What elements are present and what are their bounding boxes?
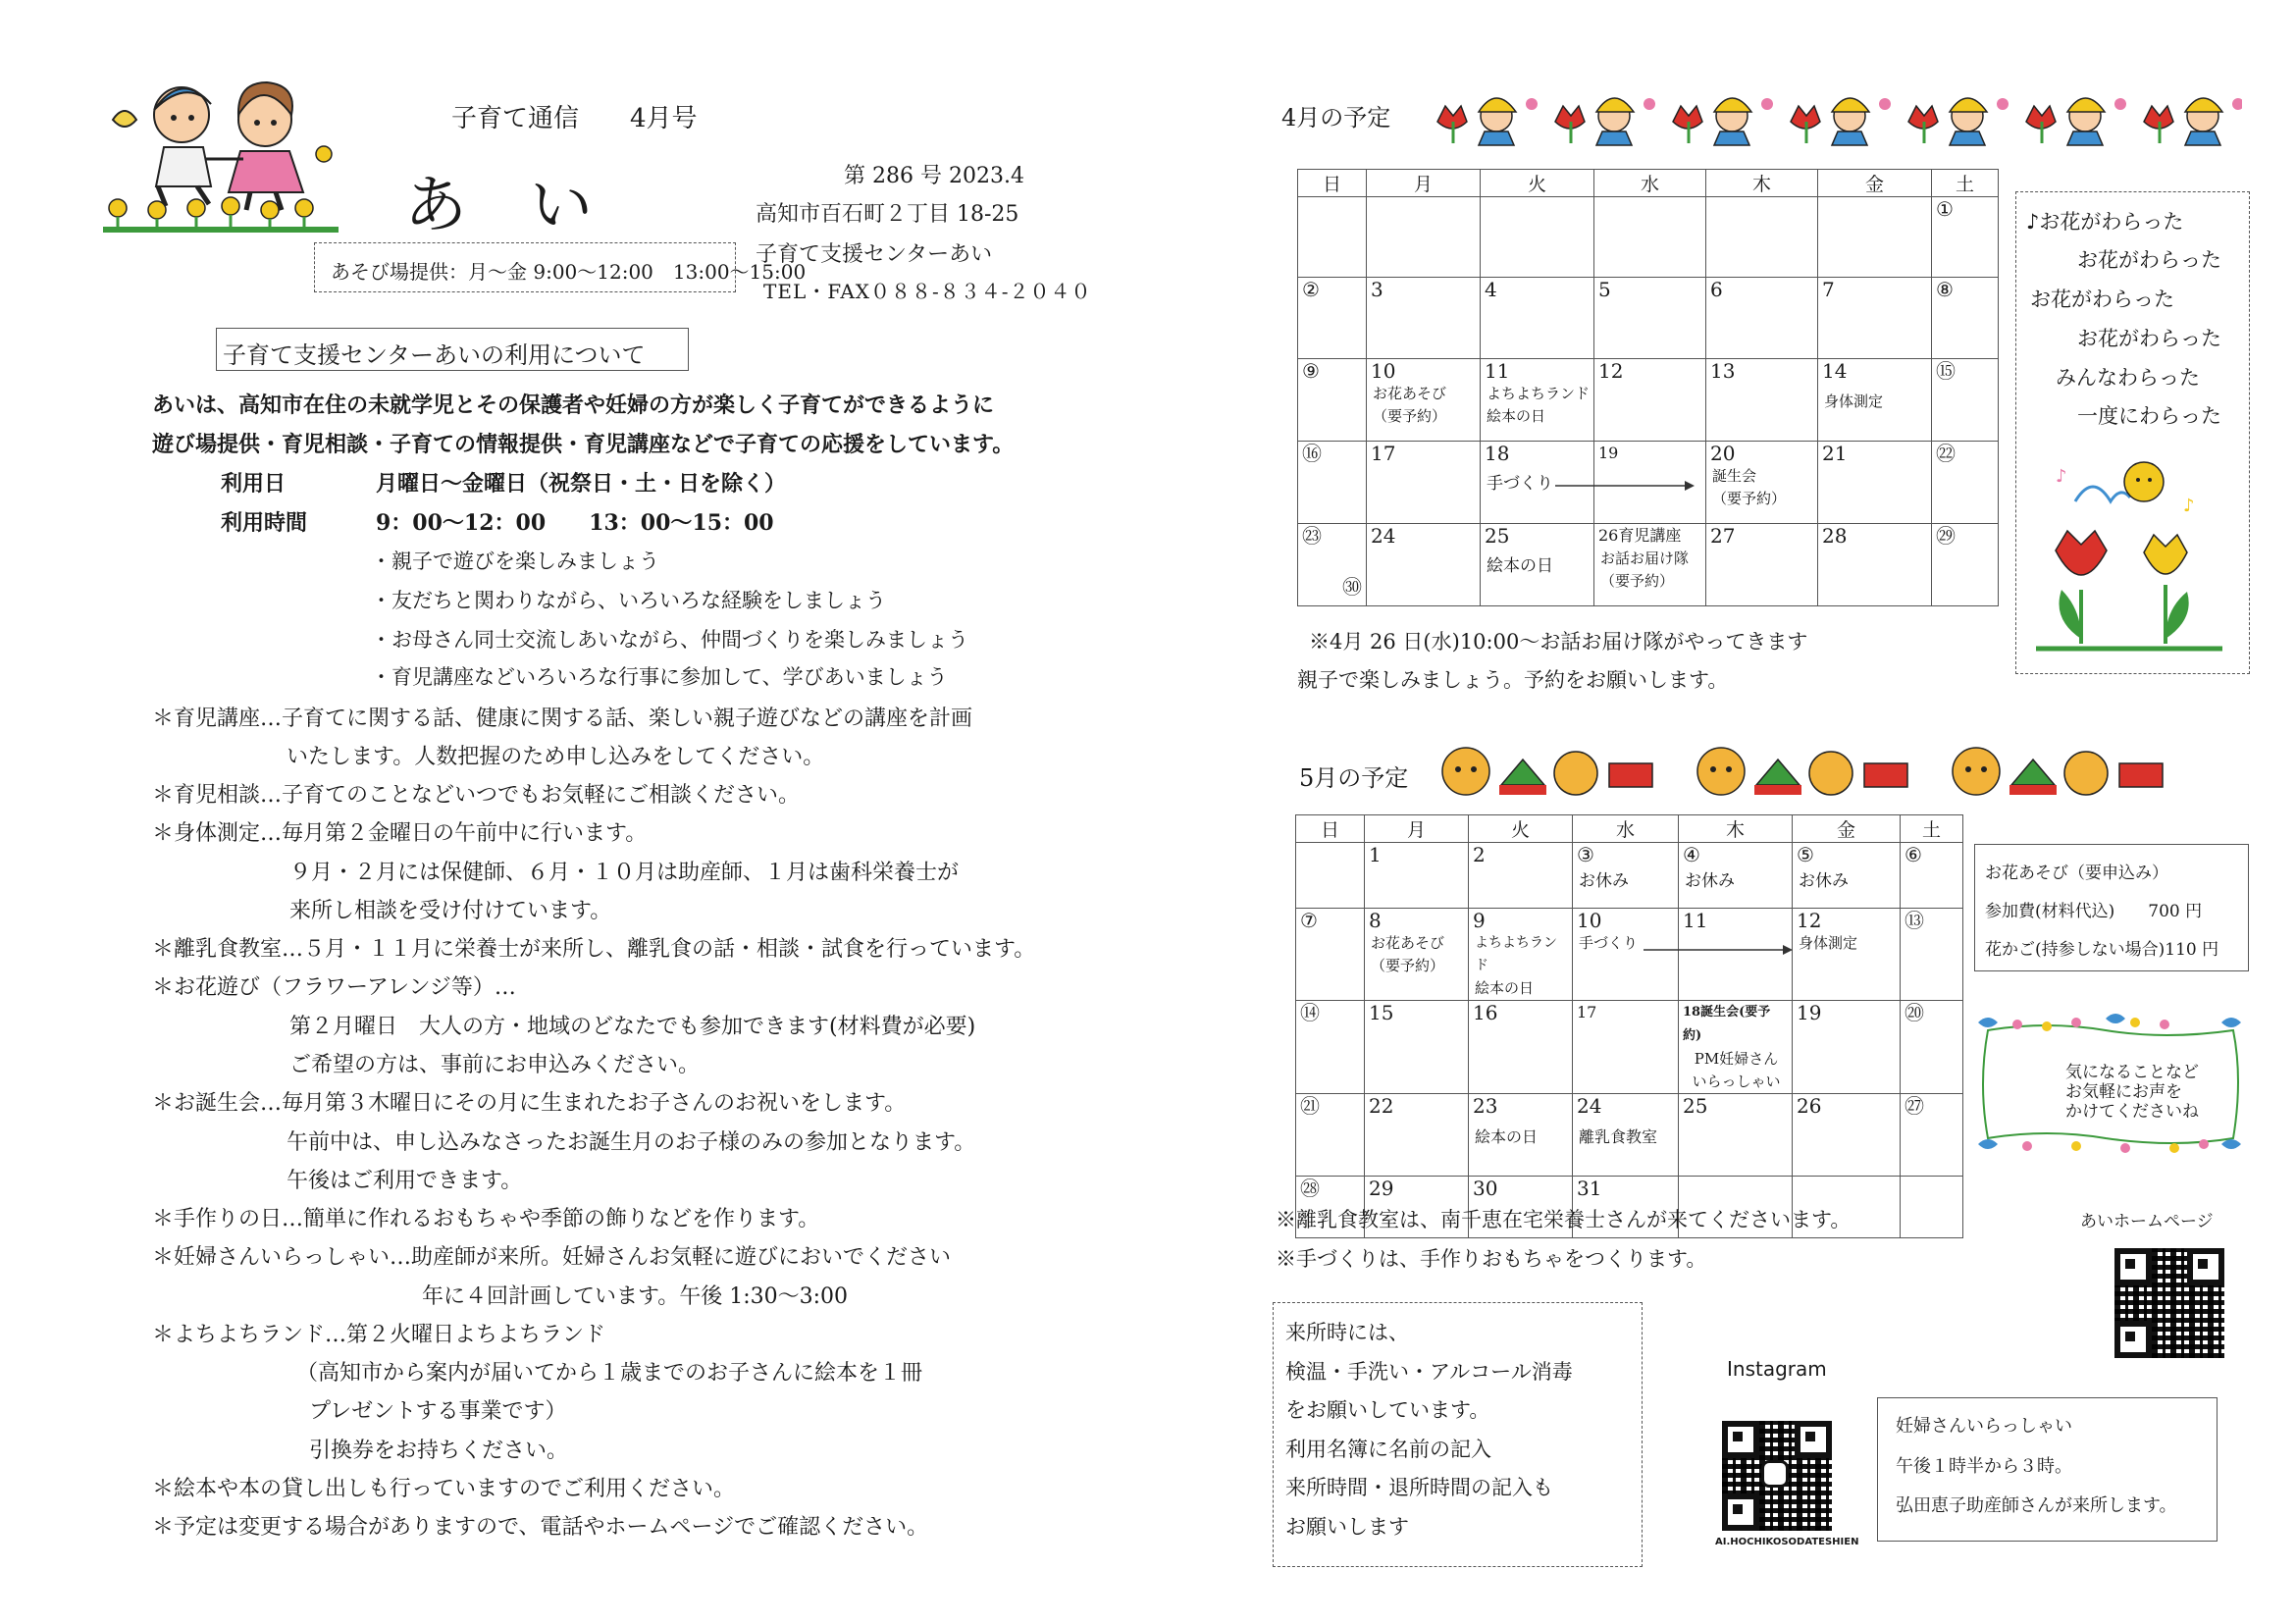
weekday-header: 金 [1818,170,1932,197]
day-number: 24 [1577,1094,1602,1118]
flower-fee-box [1974,844,2249,971]
organization-name: 子育て支援センターあい [756,242,993,267]
may-calendar [1295,814,1963,1238]
calendar-cell [1469,1001,1573,1094]
instagram-icon [1761,1460,1789,1488]
usage-day-label: 利用日 [221,471,287,497]
event-label: 絵本の日 [1487,407,1546,425]
calendar-cell [1298,278,1367,359]
weekday-header: 土 [1901,815,1963,843]
newsletter-subtitle: 子育て通信 4月号 [451,104,698,133]
weekday-header: 木 [1679,815,1793,843]
day-number: 24 [1371,524,1396,548]
arrow-icon [1555,479,1702,493]
calendar-cell [1901,1001,1963,1094]
instagram-qr-code[interactable] [1722,1421,1832,1531]
day-number: ⑨ [1302,359,1320,383]
weekday-header: 金 [1793,815,1901,843]
calendar-cell [1706,442,1818,524]
day-number: 20 [1710,442,1736,465]
item-line: いたします。人数把握のため申し込みをしてください。 [287,745,825,769]
day-number: 4 [1485,278,1497,301]
calendar-cell [1932,278,1999,359]
day-number: 25 [1683,1094,1708,1118]
weekday-header: 水 [1573,815,1679,843]
calendar-cell [1573,1094,1679,1177]
visit-line: 来所時間・退所時間の記入も [1285,1476,1553,1499]
intro-line-2: 遊び場提供・育児相談・子育ての情報提供・育児講座などで子育ての応援をしています。 [152,432,1015,457]
pregnant-notice-box [1877,1397,2218,1542]
event-label: お花あそび [1373,385,1447,402]
day-number: 11 [1683,909,1708,932]
calendar-cell [1901,1177,1963,1238]
visit-notice-box [1273,1302,1643,1567]
calendar-cell [1594,359,1706,442]
usage-time-label: 利用時間 [221,510,308,536]
item-line: 来所し相談を受け付けています。 [289,899,612,923]
item-line: ＊離乳食教室…５月・１１月に栄養士が来所し、離乳食の話・相談・試食を行っています。 [152,937,1036,962]
calendar-cell [1818,359,1932,442]
item-line: ＊予定は変更する場合がありますので、電話やホームページでご確認ください。 [152,1515,929,1540]
tulip-illustration [2036,443,2222,658]
day-number: ③ [1577,843,1594,866]
event-label: 誕生会 [1712,467,1757,485]
item-line: 第２月曜日 大人の方・地域のどなたでも参加できます(材料費が必要) [289,1015,976,1039]
day-number: 8 [1369,909,1382,932]
day-number: ⑳ [1905,1001,1924,1024]
visit-line: 検温・手洗い・アルコール消毒 [1285,1360,1573,1384]
day-number: 10 [1577,909,1602,932]
calendar-cell [1706,278,1818,359]
event-label: お話お届け隊 [1600,550,1690,567]
calendar-cell [1365,843,1469,909]
calendar-cell [1818,278,1932,359]
calendar-cell [1296,1094,1365,1177]
event-label: よちよちランド [1487,385,1591,402]
calendar-cell [1818,197,1932,278]
event-label: PM妊婦さん [1694,1050,1779,1068]
day-number: 3 [1371,278,1383,301]
day-number: ⑦ [1300,909,1318,932]
homepage-qr-code[interactable] [2114,1248,2224,1358]
calendar-cell [1367,442,1481,524]
item-line: ＊絵本や本の貸し出しも行っていますのでご利用ください。 [152,1477,736,1501]
visit-line: をお願いしています。 [1285,1398,1490,1422]
item-line: ＊お花遊び（フラワーアレンジ等）… [152,975,516,1000]
calendar-cell [1296,843,1365,909]
event-label: お休み [1799,871,1849,891]
event-label: （要予約） [1600,572,1675,590]
day-number: ⑯ [1302,442,1322,465]
tel-fax: TEL・FAX０８８-８３４-２０４０ [763,280,1092,303]
calendar-cell [1298,359,1367,442]
day-number: ② [1302,278,1320,301]
calendar-cell [1793,843,1901,909]
day-number: 12 [1797,909,1822,932]
flower-fee-line: 花かご(持参しない場合)110 円 [1985,940,2219,960]
address: 高知市百石町２丁目 18-25 [756,202,1019,227]
arrow-icon [1644,943,1800,957]
bullet-1: ・親子で遊びを楽しみましょう [371,550,659,573]
calendar-cell [1932,524,1999,606]
event-label: 離乳食教室 [1579,1127,1658,1146]
day-number: ㉙ [1936,524,1956,548]
day-number: 19 [1797,1001,1822,1024]
item-line: ＊手作りの日…簡単に作れるおもちゃや季節の飾りなどを作ります。 [152,1207,820,1231]
calendar-cell [1594,524,1706,606]
consult-line: かけてくださいね [2065,1102,2199,1122]
day-number: ㉓ [1302,524,1322,548]
weekday-header: 火 [1481,170,1594,197]
day-number: ⑮ [1936,359,1956,383]
day-number: 29 [1369,1177,1394,1200]
event-label: （要予約） [1373,407,1447,425]
item-line: ９月・２月には保健師、６月・１０月は助産師、１月は歯科栄養士が [289,861,960,885]
calendar-cell [1706,359,1818,442]
calendar-cell [1818,524,1932,606]
item-line: ＊身体測定…毎月第２金曜日の午前中に行います。 [152,821,648,846]
svg-text:♪: ♪ [2183,496,2195,516]
flower-fee-line: お花あそび（要申込み） [1985,864,2168,883]
day-number: ㉗ [1905,1094,1924,1118]
day-number: 9 [1473,909,1486,932]
day-number: ㉒ [1936,442,1956,465]
day-number: 17 [1577,1003,1597,1021]
usage-time: 9：00～12：00 13：00～15：00 [376,510,774,536]
calendar-cell [1932,359,1999,442]
item-line: ご希望の方は、事前にお申込みください。 [289,1053,701,1077]
item-line: ＊よちよちランド…第２火曜日よちよちランド [152,1323,606,1347]
calendar-cell [1469,1094,1573,1177]
day-number: 18誕生会(要予約) [1683,1005,1771,1043]
calendar-cell [1573,1001,1679,1094]
event-label: 身体測定 [1799,934,1858,952]
calendar-cell [1367,524,1481,606]
calendar-cell [1481,524,1594,606]
event-label: 手づくり [1487,474,1553,494]
day-number: 13 [1710,359,1736,383]
april-note-2: 親子で楽しみましょう。予約をお願いします。 [1297,668,1729,692]
visit-line: 来所時には、 [1285,1321,1409,1344]
calendar-cell [1706,524,1818,606]
calendar-cell [1469,909,1573,1001]
day-number: 7 [1822,278,1835,301]
instagram-id: AI.HOCHIKOSODATESHIEN [1715,1537,1859,1547]
weekday-header: 月 [1365,815,1469,843]
april-title: 4月の予定 [1281,104,1391,131]
event-label: 身体測定 [1824,393,1884,410]
calendar-cell [1296,909,1365,1001]
weekday-header: 木 [1706,170,1818,197]
calendar-cell [1365,1094,1469,1177]
calendar-cell [1573,843,1679,909]
bullet-3: ・お母さん同士交流しあいながら、仲間づくりを楽しみましょう [371,628,968,652]
calendar-cell [1793,1001,1901,1094]
event-label: お休み [1579,871,1629,891]
calendar-cell [1367,359,1481,442]
item-line: （高知市から案内が届いてから１歳までのお子さんに絵本を１冊 [296,1361,923,1386]
day-number: 23 [1473,1094,1498,1118]
calendar-cell [1296,1001,1365,1094]
day-number: ⑤ [1797,843,1814,866]
item-line: ＊妊婦さんいらっしゃい…助産師が来所。妊婦さんお気軽に遊びにおいでください [152,1245,952,1270]
may-title: 5月の予定 [1299,764,1409,792]
calendar-cell [1298,524,1367,606]
svg-text:♪: ♪ [2056,466,2067,487]
event-label: よちよちランド [1475,935,1557,973]
event-label: （要予約） [1712,490,1787,507]
item-line: 引換券をお持ちください。 [309,1439,569,1463]
section-title: 子育て支援センターあいの利用について [223,341,646,369]
day-number: 19 [1598,444,1619,462]
event-label: お休み [1685,871,1735,891]
calendar-cell [1594,197,1706,278]
day-number: 17 [1371,442,1396,465]
calendar-cell [1679,843,1793,909]
april-calendar [1297,169,1999,606]
song-line: お花がわらった [2077,248,2221,272]
may-note-2: ※手づくりは、手作りおもちゃをつくります。 [1276,1247,1707,1271]
day-number: 26育児講座 [1598,526,1682,545]
flower-fee-line: 参加費(材料代込) 700 円 [1985,902,2203,921]
may-note-1: ※離乳食教室は、南千恵在宅栄養士さんが来てくださいます。 [1276,1208,1852,1231]
day-number: 16 [1473,1001,1498,1024]
day-number: 2 [1473,843,1486,866]
calendar-cell [1932,197,1999,278]
event-label: 手づくり [1579,934,1639,952]
visit-line: お願いします [1285,1515,1409,1539]
calendar-cell [1481,197,1594,278]
weekday-header: 火 [1469,815,1573,843]
day-number: 21 [1822,442,1848,465]
weekday-header: 日 [1298,170,1367,197]
calendar-cell [1818,442,1932,524]
bullet-2: ・友だちと関わりながら、いろいろな経験をしましょう [371,589,886,612]
song-line: ♪お花がわらった [2026,210,2184,234]
day-number: 12 [1598,359,1624,383]
hours-text: あそび場提供：月～金 9:00～12:00 13:00～15:00 [331,260,807,284]
item-line: ＊育児相談…子育てのことなどいつでもお気軽にご相談ください。 [152,783,801,808]
april-note-1: ※4月 26 日(水)10:00～お話お届け隊がやってきます [1309,630,1808,654]
event-label: 絵本の日 [1487,556,1553,576]
item-line: ＊お誕生会…毎月第３木曜日にその月に生まれたお子さんのお祝いをします。 [152,1091,907,1116]
day-number: ⑬ [1905,909,1924,932]
day-number: ④ [1683,843,1700,866]
event-label: 絵本の日 [1475,1127,1539,1146]
consult-line: お気軽にお声を [2065,1082,2182,1102]
homepage-label: あいホームページ [2080,1212,2214,1231]
item-line: 午前中は、申し込みなさったお誕生月のお子様のみの参加となります。 [287,1130,976,1155]
day-number: 26 [1797,1094,1822,1118]
calendar-cell [1367,197,1481,278]
calendar-cell [1679,1001,1793,1094]
calendar-cell [1679,1094,1793,1177]
calendar-cell [1469,843,1573,909]
calendar-cell [1298,197,1367,278]
day-number: 10 [1371,359,1396,383]
calendar-cell [1901,1094,1963,1177]
calendar-cell [1298,442,1367,524]
event-label: お花あそび [1371,934,1445,952]
day-number: 28 [1822,524,1848,548]
pregnant-line: 弘田恵子助産師さんが来所します。 [1896,1495,2177,1516]
issue-number: 第 286 号 2023.4 [844,164,1024,188]
day-number: ⑥ [1905,843,1922,866]
pregnant-line: 午後１時半から３時。 [1896,1456,2072,1477]
consult-line: 気になることなど [2065,1063,2199,1082]
day-number: ㉑ [1300,1094,1320,1118]
day-number: ① [1936,197,1954,221]
day-number: 25 [1485,524,1510,548]
hours-box [314,242,807,292]
item-line: 午後はご利用できます。 [287,1169,523,1193]
day-number: 5 [1598,278,1611,301]
day-number: 15 [1369,1001,1394,1024]
calendar-cell [1481,359,1594,442]
may-decoration [1440,734,2225,805]
calendar-cell [1793,909,1901,1001]
calendar-cell [1706,197,1818,278]
day-number: ⑭ [1300,1001,1320,1024]
day-number: 31 [1577,1177,1602,1200]
day-number: 18 [1485,442,1510,465]
event-label: 絵本の日 [1475,979,1535,997]
weekday-header: 月 [1367,170,1481,197]
april-decoration [1428,82,2242,151]
item-line: プレゼントする事業です） [309,1399,567,1424]
usage-day: 月曜日～金曜日（祝祭日・土・日を除く） [376,471,787,497]
day-number: 1 [1369,843,1382,866]
calendar-cell [1367,278,1481,359]
day-number: 14 [1822,359,1848,383]
calendar-cell [1793,1094,1901,1177]
calendar-cell [1901,843,1963,909]
day-number: 6 [1710,278,1723,301]
song-line: お花がわらった [2077,327,2221,350]
day-number: ㉚ [1342,575,1362,599]
day-number: 22 [1369,1094,1394,1118]
day-number: ㉘ [1300,1177,1320,1200]
intro-line-1: あいは、高知市在住の未就学児とその保護者や妊婦の方が楽しく子育てができるように [152,393,995,418]
calendar-cell [1901,909,1963,1001]
calendar-cell [1932,442,1999,524]
event-label: （要予約） [1371,957,1445,974]
calendar-cell [1365,909,1469,1001]
bullet-4: ・育児講座などいろいろな行事に参加して、学びあいましょう [371,665,948,689]
newsletter-title: あ い [404,170,593,242]
visit-line: 利用名簿に名前の記入 [1285,1438,1491,1461]
song-line: お花がわらった [2030,288,2174,311]
song-line: 一度にわらった [2077,404,2221,428]
day-number: 30 [1473,1177,1498,1200]
section-title-box [216,328,689,371]
calendar-cell [1365,1001,1469,1094]
day-number: ⑧ [1936,278,1954,301]
weekday-header: 日 [1296,815,1365,843]
event-label: いらっしゃい [1692,1073,1781,1090]
weekday-header: 水 [1594,170,1706,197]
instagram-label: Instagram [1727,1357,1827,1381]
calendar-cell [1594,278,1706,359]
day-number: 27 [1710,524,1736,548]
children-illustration [103,61,339,237]
pregnant-line: 妊婦さんいらっしゃい [1896,1416,2072,1437]
song-box [2015,191,2250,674]
song-line: みんなわらった [2056,366,2200,390]
item-line: 年に４回計画しています。午後 1:30～3:00 [422,1284,849,1309]
weekday-header: 土 [1932,170,1999,197]
day-number: 11 [1485,359,1510,383]
calendar-cell [1481,278,1594,359]
item-line: ＊育児講座…子育てに関する話、健康に関する話、楽しい親子遊びなどの講座を計画 [152,707,973,731]
